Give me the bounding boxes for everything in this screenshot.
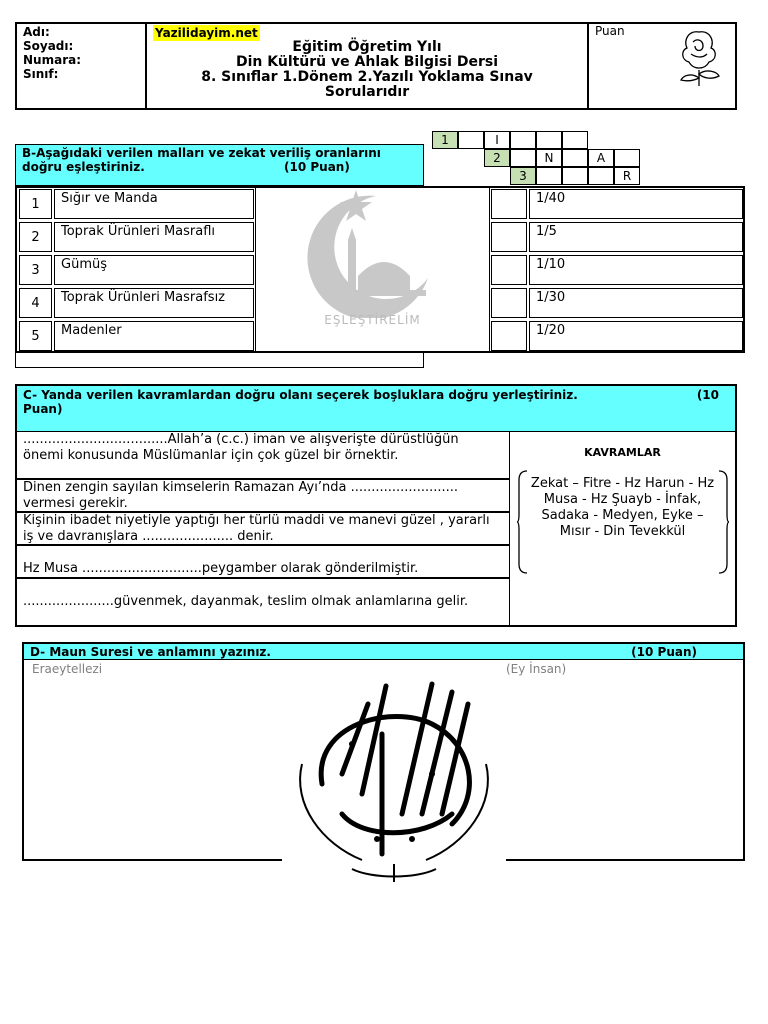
arabic-hint: Eraeytellezi (32, 662, 103, 676)
left-brace-icon (516, 470, 528, 574)
title-line: Sorularıdır (324, 84, 410, 100)
crossword-puzzle (432, 131, 640, 187)
section-c (15, 384, 737, 627)
title-line: Din Kültürü ve Ahlak Bilgisi Dersi (235, 54, 498, 70)
puzzle-number: 1 (432, 131, 458, 149)
surname-field[interactable]: Soyadı: (23, 39, 74, 53)
score-label: Puan (595, 24, 625, 38)
section-d[interactable] (22, 642, 745, 861)
goods-item: Toprak Ürünleri Masrafsız (54, 288, 254, 318)
section-d-points: (10 Puan) (631, 645, 697, 659)
number-field[interactable]: Numara: (23, 53, 82, 67)
fill-blank-question[interactable]: Kişinin ibadet niyetiyle yaptığı her türlü maddi ve manevi güzel , yararlı iş ve davranışlara ...................... denir. (17, 513, 509, 546)
rose-icon (671, 26, 727, 88)
meaning-hint: (Ey İnsan) (506, 662, 567, 676)
puzzle-number: 3 (510, 167, 536, 185)
instruction-text: doğru eşleştiriniz. (22, 160, 145, 174)
goods-item: Sığır ve Manda (54, 189, 254, 219)
crescent-mosque-icon (296, 188, 446, 318)
answer-box[interactable] (491, 189, 527, 219)
goods-item: Toprak Ürünleri Masraflı (54, 222, 254, 252)
answer-box[interactable] (491, 321, 527, 351)
puzzle-cell[interactable] (510, 131, 536, 149)
instruction-line: B-Aşağıdaki verilen malları ve zekat veriliş oranlarını (22, 146, 381, 160)
puzzle-cell[interactable] (588, 167, 614, 185)
puzzle-cell[interactable]: A (588, 149, 614, 167)
puzzle-cell[interactable] (536, 167, 562, 185)
section-c-points: (10 (696, 388, 719, 402)
puzzle-cell[interactable]: R (614, 167, 640, 185)
zakat-rate: 1/10 (529, 255, 743, 285)
name-field[interactable]: Adı: (23, 25, 50, 39)
section-c-points-cont: Puan) (23, 402, 63, 416)
instruction-text: C- Yanda verilen kavramlardan doğru olanı seçerek boşluklara doğru yerleştiriniz. (23, 388, 578, 402)
goods-item: Madenler (54, 321, 254, 351)
exam-title-block (147, 24, 589, 108)
exam-header (15, 22, 737, 110)
puzzle-cell[interactable] (562, 167, 588, 185)
instruction-line (22, 160, 417, 174)
zakat-rate: 1/20 (529, 321, 743, 351)
calligraphy-icon (282, 664, 506, 886)
row-number: 4 (19, 288, 52, 318)
row-number: 5 (19, 321, 52, 351)
student-info (17, 24, 147, 108)
puzzle-cell[interactable] (458, 131, 484, 149)
right-brace-icon (718, 470, 730, 574)
answer-box[interactable] (491, 288, 527, 318)
fill-blank-question[interactable]: Hz Musa .............................peygamber olarak gönderilmiştir. (17, 546, 509, 579)
puzzle-cell[interactable] (562, 149, 588, 167)
concepts-box (509, 432, 735, 625)
title-line: Eğitim Öğretim Yılı (292, 39, 442, 55)
site-badge[interactable]: Yazilidayim.net (155, 26, 258, 40)
matching-table (15, 186, 745, 353)
fill-blank-question[interactable]: ...................................Allah’a (c.c.) iman ve alışverişte dürüstlüğün önemi konusunda Müslümanlar için çok güzel bir örnektir. (17, 432, 509, 480)
zakat-rate: 1/5 (529, 222, 743, 252)
row-number: 2 (19, 222, 52, 252)
class-field[interactable]: Sınıf: (23, 67, 59, 81)
puzzle-cell[interactable] (562, 131, 588, 149)
row-number: 1 (19, 189, 52, 219)
goods-item: Gümüş (54, 255, 254, 285)
matching-area[interactable] (255, 188, 490, 351)
instruction-text: D- Maun Suresi ve anlamını yazınız. (30, 645, 271, 659)
puzzle-cell[interactable]: N (536, 149, 562, 167)
fill-blank-question[interactable]: Dinen zengin sayılan kimselerin Ramazan Ayı’nda .......................... vermesi gerekir. (17, 480, 509, 513)
puzzle-cell[interactable] (510, 149, 536, 167)
basmala-calligraphy (282, 664, 506, 886)
section-d-instruction (24, 644, 743, 660)
row-number: 3 (19, 255, 52, 285)
title-line: 8. Sınıflar 1.Dönem 2.Yazılı Yoklama Sınav (201, 69, 533, 85)
puzzle-cell[interactable]: I (484, 131, 510, 149)
section-b-points: (10 Puan) (284, 160, 350, 174)
answer-box[interactable] (491, 255, 527, 285)
exam-title (147, 40, 587, 100)
puzzle-cell[interactable] (536, 131, 562, 149)
zakat-rate: 1/30 (529, 288, 743, 318)
section-b-instruction (15, 144, 424, 186)
answer-box[interactable] (491, 222, 527, 252)
puzzle-number: 2 (484, 149, 510, 167)
zakat-rate: 1/40 (529, 189, 743, 219)
concepts-title: KAVRAMLAR (584, 446, 661, 459)
concepts-list: Zekat – Fitre - Hz Harun - Hz Musa - Hz Şuayb - İnfak, Sadaka - Medyen, Eyke – Mısır - Din Tevekkül (530, 476, 715, 539)
puzzle-cell[interactable] (614, 149, 640, 167)
table-underline (15, 352, 424, 368)
section-c-instruction (17, 386, 735, 432)
score-box[interactable] (589, 24, 735, 108)
fill-blank-question[interactable]: ......................güvenmek, dayanmak, teslim olmak anlamlarına gelir. (23, 594, 469, 609)
watermark-caption: EŞLEŞTİRELİM (324, 313, 421, 327)
